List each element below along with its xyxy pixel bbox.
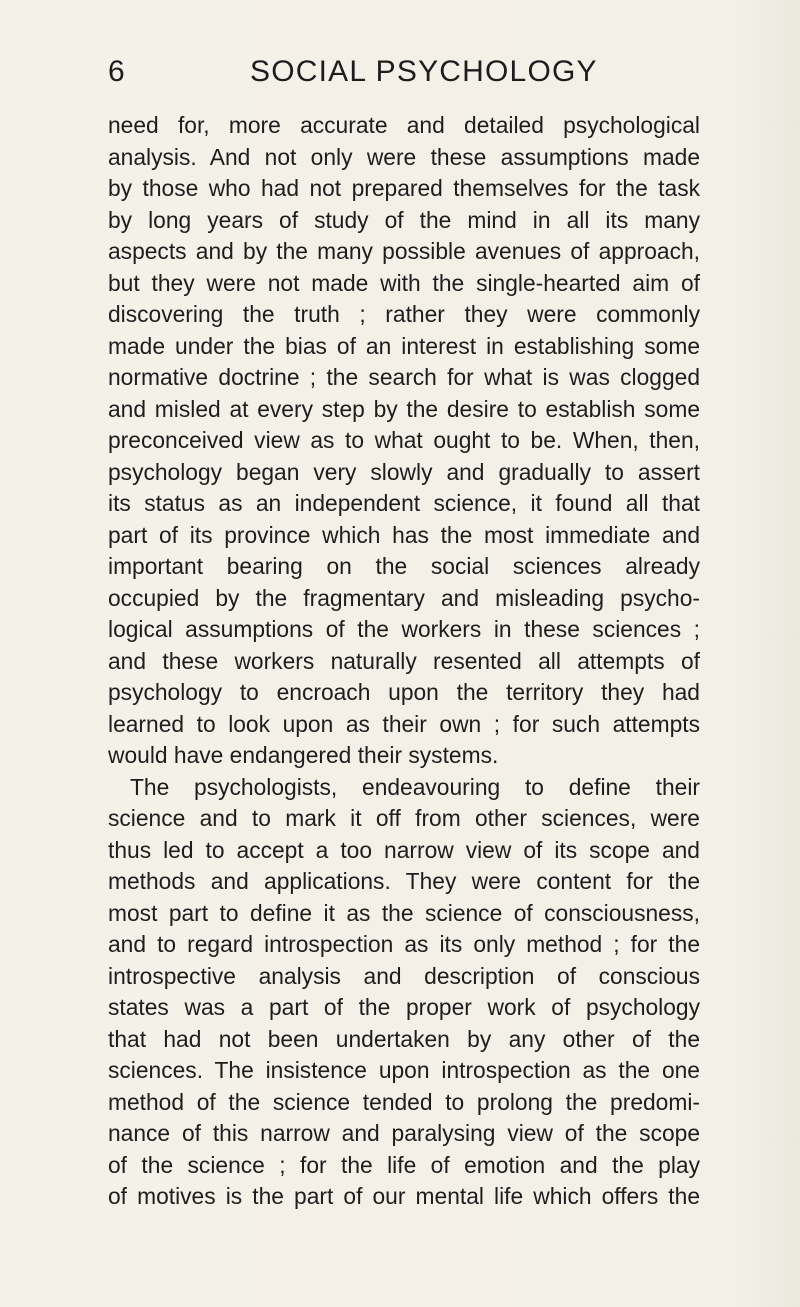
text-line: sciences. The insistence upon introspection as the one [108,1057,700,1083]
text-line: nance of this narrow and paralysing view of the scope [108,1120,700,1146]
text-line: by those who had not prepared themselves for the task [108,175,700,201]
text-line: normative doctrine ; the search for what is was clogged [108,364,700,390]
text-line: need for, more accurate and detailed psychological [108,112,700,138]
text-line: science and to mark it off from other sciences, were [108,805,700,831]
text-line: learned to look upon as their own ; for such attempts [108,710,700,737]
text-line: its status as an independent science, it found all that [108,490,700,516]
text-line: method of the science tended to prolong the predomi- [108,1088,700,1115]
text-line: of the science ; for the life of emotion and the play [108,1151,700,1178]
text-line: part of its province which has the most immediate and [108,521,700,548]
text-line: would have endangered their systems. [108,742,499,768]
running-head: SOCIAL PSYCHOLOGY [250,55,598,88]
text-line: discovering the truth ; rather they were commonly [108,301,700,327]
text-line: thus led to accept a too narrow view of its scope and [108,836,700,863]
text-line: introspective analysis and description of conscious [108,962,700,989]
paragraph-2 [108,772,700,1213]
text-line: and to regard introspection as its only method ; for the [108,931,700,957]
text-line: preconceived view as to what ought to be. When, then, [108,427,700,453]
text-line: made under the bias of an interest in establishing some [108,332,700,359]
page-number: 6 [108,55,126,88]
text-line: of motives is the part of our mental life which offers the [108,1183,700,1209]
text-line: psychology to encroach upon the territory they had [108,679,700,705]
text-line: methods and applications. They were content for the [108,868,700,894]
text-line: aspects and by the many possible avenues of approach, [108,238,700,264]
paragraph-1 [108,110,700,772]
body-text [108,110,700,1213]
text-line: and misled at every step by the desire to establish some [108,395,700,422]
text-line: The psychologists, endeavouring to define their [130,773,700,800]
text-line: occupied by the fragmentary and misleading psycho- [108,584,700,611]
page-header [108,52,700,92]
text-line: important bearing on the social sciences already [108,553,700,579]
text-line: by long years of study of the mind in all its many [108,206,700,233]
text-line: logical assumptions of the workers in these sciences ; [108,616,700,642]
text-line: that had not been undertaken by any other of the [108,1025,700,1052]
text-line: psychology began very slowly and gradually to assert [108,458,700,485]
text-line: and these workers naturally resented all attempts of [108,647,700,674]
text-line: states was a part of the proper work of psychology [108,994,700,1020]
text-line: most part to define it as the science of consciousness, [108,899,700,926]
text-line: but they were not made with the single-hearted aim of [108,269,700,296]
text-line: analysis. And not only were these assumptions made [108,143,700,170]
